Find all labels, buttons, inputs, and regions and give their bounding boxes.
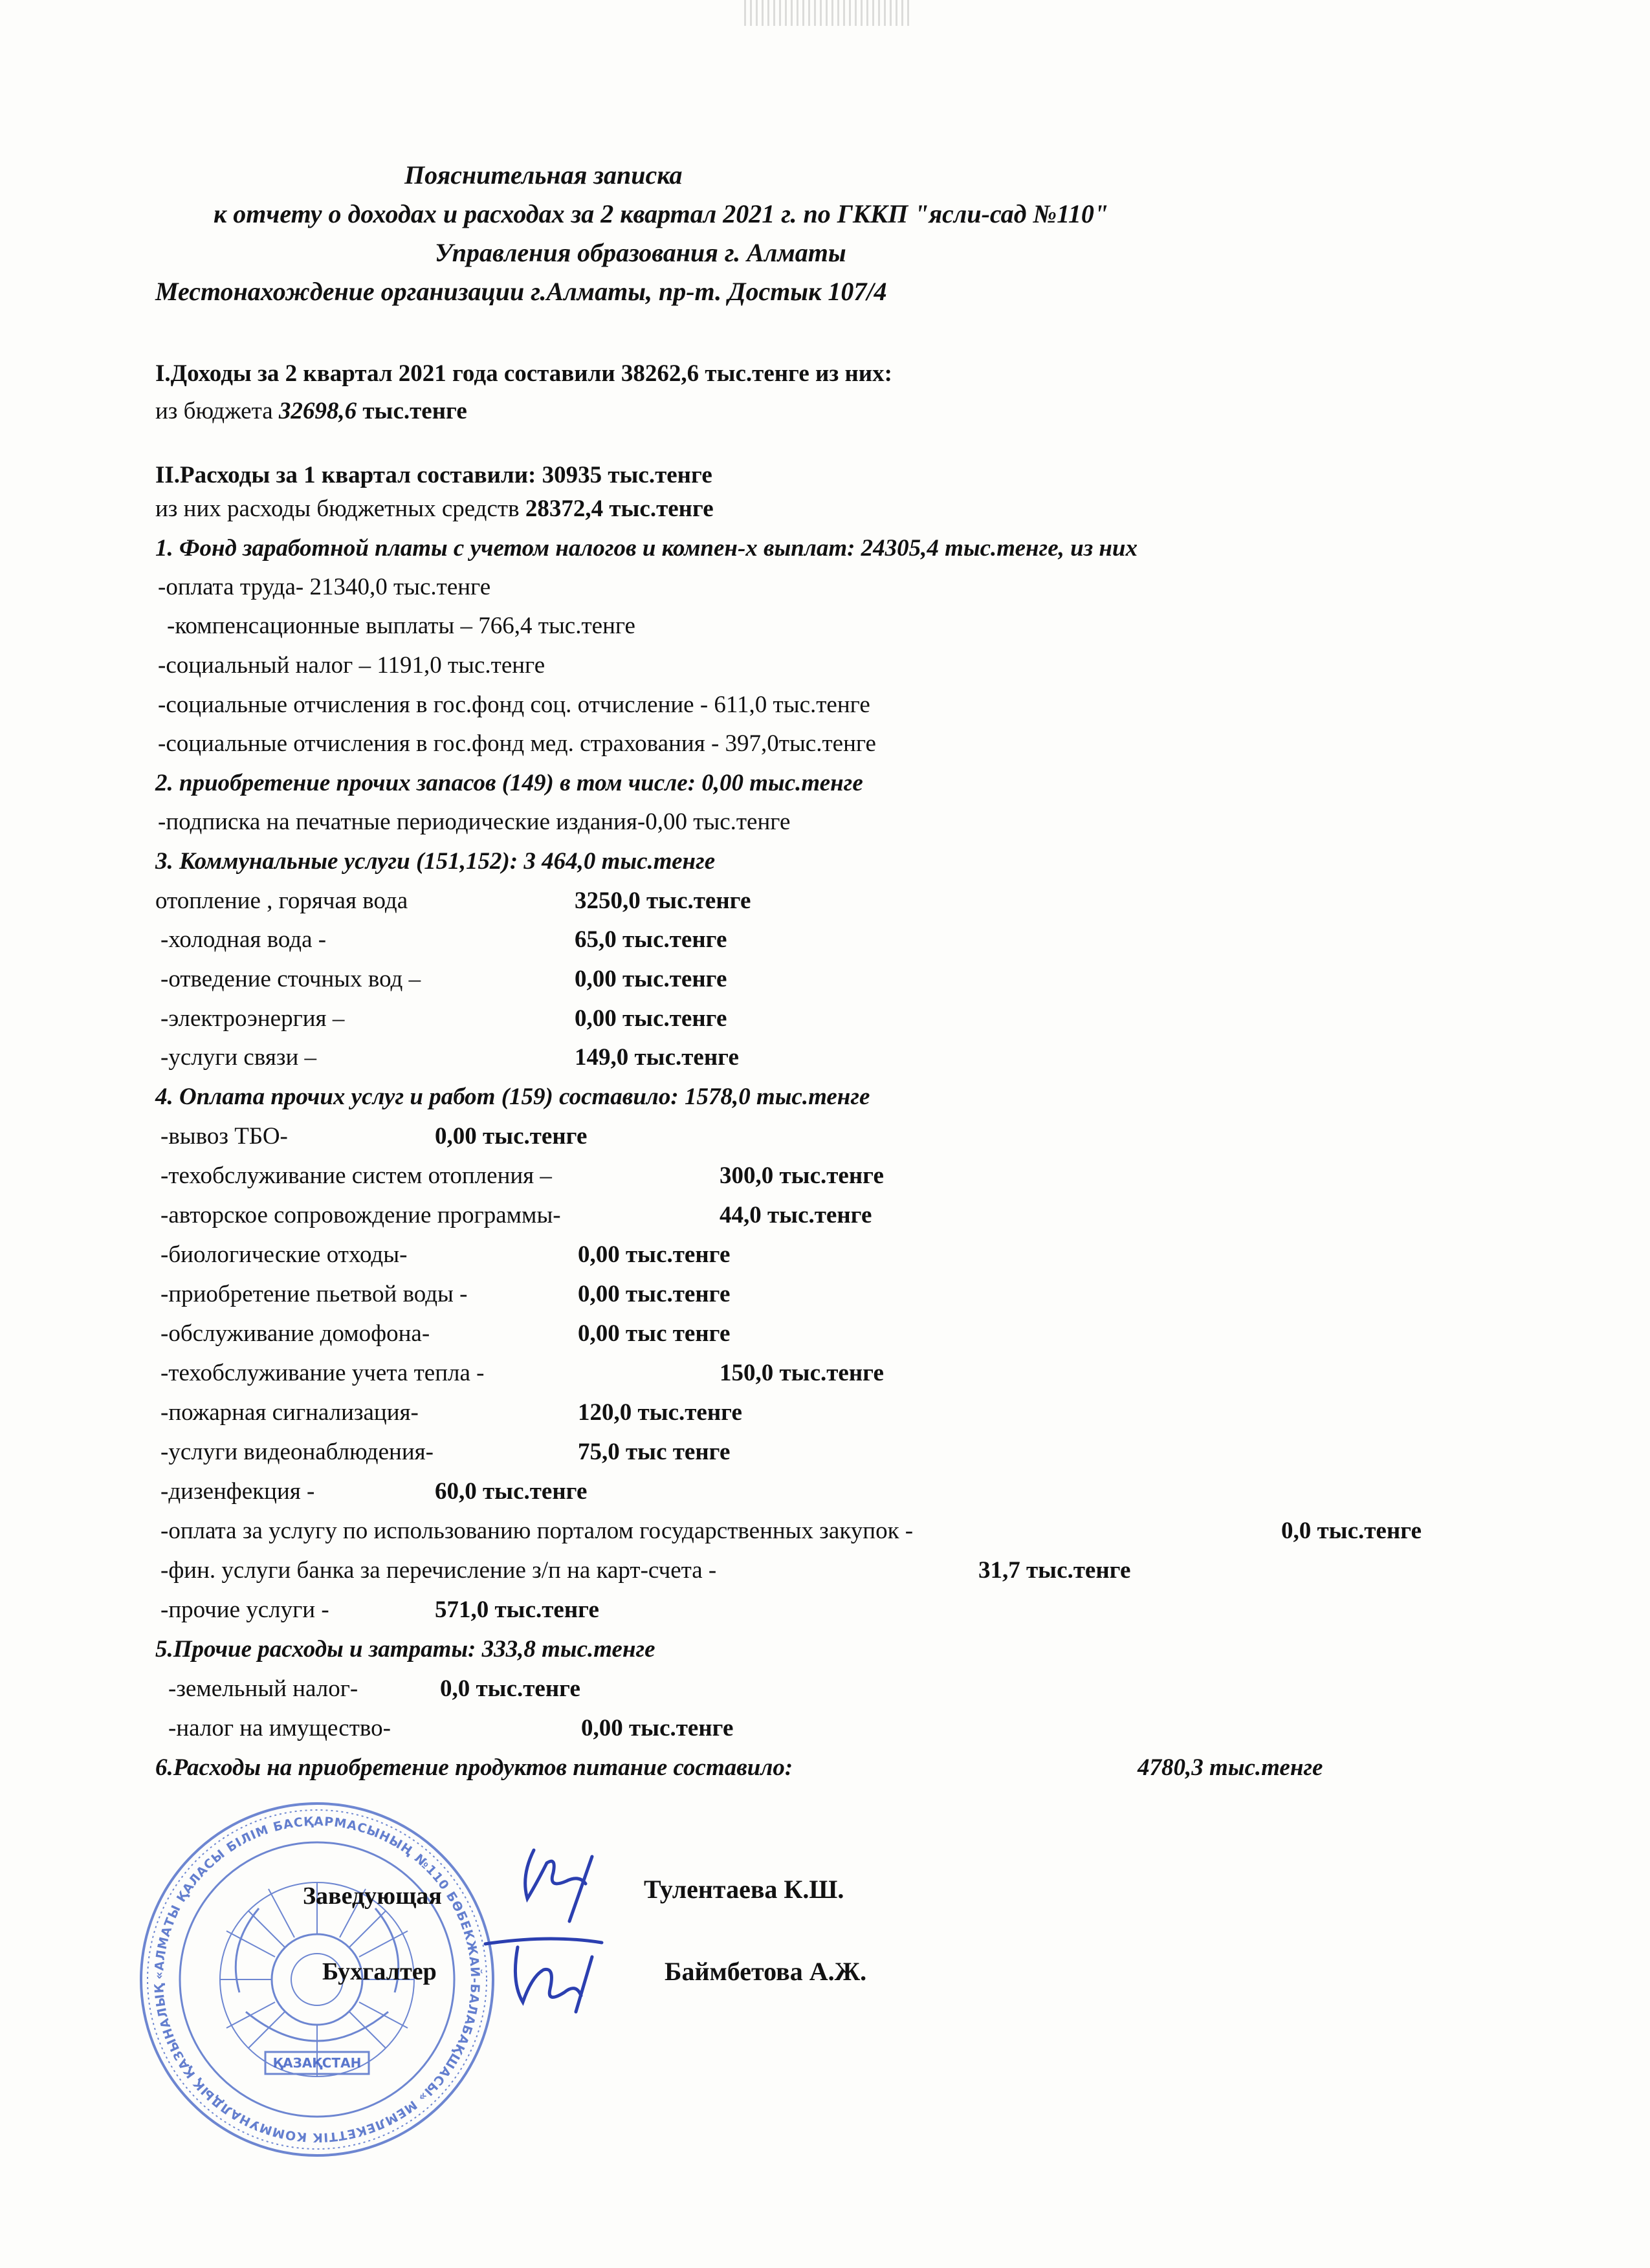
section3-label: отопление , горячая вода (155, 888, 408, 914)
section4-value: 150,0 тыс.тенге (720, 1360, 884, 1386)
section2-item: -подписка на печатные периодические издания-0,00 тыс.тенге (158, 809, 791, 835)
section3-value: 3250,0 тыс.тенге (575, 888, 751, 914)
section4-value: 44,0 тыс.тенге (720, 1202, 872, 1228)
section4-label: -оплата за услугу по использованию порталом государственных закупок - (160, 1518, 914, 1544)
section3-value: 149,0 тыс.тенге (575, 1044, 739, 1071)
expenses-budget-line (155, 494, 714, 524)
header-subtitle: к отчету о доходах и расходах за 2 квартал 2021 г. по ГККП "ясли-сад №110" (214, 199, 1109, 228)
section4-value: 75,0 тыс тенге (578, 1439, 731, 1465)
section3-label: -отведение сточных вод – (160, 966, 421, 992)
section3-label: -услуги связи – (160, 1044, 317, 1071)
section3-title: 3. Коммунальные услуги (151,152): 3 464,0 тыс.тенге (155, 848, 716, 875)
section4-value: 120,0 тыс.тенге (578, 1399, 742, 1426)
section1-title: 1. Фонд заработной платы с учетом налогов и компен-х выплат: 24305,4 тыс.тенге, из них (155, 535, 1138, 562)
header-title: Пояснительная записка (404, 160, 683, 190)
seal-graphic (136, 1798, 498, 2161)
section4-value: 571,0 тыс.тенге (435, 1597, 599, 1623)
income-budget-line (155, 397, 467, 426)
section4-label: -пожарная сигнализация- (160, 1399, 419, 1426)
section4-value: 0,00 тыс тенге (578, 1320, 731, 1347)
section3-value: 0,00 тыс.тенге (575, 1005, 727, 1032)
section4-label: -обслуживание домофона- (160, 1320, 430, 1347)
section3-value: 65,0 тыс.тенге (575, 926, 727, 953)
accountant-title: Бухгалтер (322, 1958, 437, 1985)
section5-value: 0,0 тыс.тенге (440, 1675, 580, 1702)
expenses-budget-label: из них расходы бюджетных средств (155, 496, 525, 522)
section4-label: -дизенфекция - (160, 1478, 315, 1505)
section4-label: -техобслуживание систем отопления – (160, 1162, 552, 1189)
section2-title: 2. приобретение прочих запасов (149) в том числе: 0,00 тыс.тенге (155, 770, 863, 796)
section4-label: -авторское сопровождение программы- (160, 1202, 561, 1228)
header-department: Управления образования г. Алматы (435, 238, 846, 267)
accountant-name: Баймбетова А.Ж. (665, 1957, 867, 1986)
section4-label: -фин. услуги банка за перечисление з/п на карт-счета - (160, 1557, 717, 1584)
section4-value: 60,0 тыс.тенге (435, 1478, 588, 1505)
section4-value: 0,00 тыс.тенге (578, 1241, 731, 1268)
section4-label: -прочие услуги - (160, 1597, 329, 1623)
scan-artifact (744, 0, 912, 26)
official-seal (136, 1798, 498, 2161)
section4-label: -биологические отходы- (160, 1241, 408, 1268)
section5-label: -налог на имущество- (168, 1715, 391, 1741)
section3-label: -электроэнергия – (160, 1005, 345, 1032)
section1-item: -компенсационные выплаты – 766,4 тыс.тенге (167, 613, 635, 639)
section1-item: -оплата труда- 21340,0 тыс.тенге (158, 574, 491, 600)
section4-value: 0,0 тыс.тенге (1281, 1518, 1422, 1544)
income-budget-label: из бюджета (155, 398, 279, 424)
income-budget-unit: тыс.тенге (357, 398, 467, 424)
section4-value: 300,0 тыс.тенге (720, 1162, 884, 1189)
seal-center-text: ҚАЗАҚСТАН (272, 2055, 362, 2071)
section1-item: -социальные отчисления в гос.фонд мед. страхования - 397,0тыс.тенге (158, 730, 876, 757)
section4-label: -приобретение пьетвой воды - (160, 1281, 468, 1307)
section3-label: -холодная вода - (160, 926, 327, 953)
section1-item: -социальный налог – 1191,0 тыс.тенге (158, 652, 545, 679)
section4-value: 0,00 тыс.тенге (578, 1281, 731, 1307)
header-location: Местонахождение организации г.Алматы, пр-т. Достык 107/4 (155, 277, 887, 306)
income-title: I.Доходы за 2 квартал 2021 года составили 38262,6 тыс.тенге из них: (155, 360, 892, 387)
section5-label: -земельный налог- (168, 1675, 358, 1702)
expenses-budget-value: 28372,4 тыс.тенге (525, 496, 714, 522)
section4-label: -вывоз ТБО- (160, 1123, 288, 1150)
section4-title: 4. Оплата прочих услуг и работ (159) составило: 1578,0 тыс.тенге (155, 1084, 870, 1110)
income-budget-value: 32698,6 (278, 398, 357, 424)
section3-value: 0,00 тыс.тенге (575, 966, 727, 992)
head-title: Заведующая (303, 1882, 442, 1910)
head-signature (508, 1837, 624, 1928)
accountant-signature (472, 1931, 634, 2015)
seal-ring-text: «АЛМАТЫ ҚАЛАСЫ БІЛІМ БАСҚАРМАСЫНЫҢ №110 БӨБЕКЖАЙ-БАЛАБАҚШАСЫ» МЕМЛЕКЕТТІК КОММУНАЛДЫҚ ҚАЗЫНАЛЫҚ (151, 1814, 483, 2145)
head-name: Тулентаева К.Ш. (644, 1875, 844, 1904)
section5-value: 0,00 тыс.тенге (581, 1715, 734, 1741)
section1-item: -социальные отчисления в гос.фонд соц. отчисление - 611,0 тыс.тенге (158, 692, 870, 718)
section4-label: -техобслуживание учета тепла - (160, 1360, 485, 1386)
section4-value: 31,7 тыс.тенге (978, 1557, 1131, 1584)
section4-label: -услуги видеонаблюдения- (160, 1439, 434, 1465)
expenses-title: II.Расходы за 1 квартал составили: 30935 тыс.тенге (155, 462, 712, 488)
section6-value: 4780,3 тыс.тенге (1138, 1754, 1323, 1781)
section6-title: 6.Расходы на приобретение продуктов питание составило: (155, 1754, 793, 1781)
section4-value: 0,00 тыс.тенге (435, 1123, 588, 1150)
section5-title: 5.Прочие расходы и затраты: 333,8 тыс.тенге (155, 1636, 655, 1663)
